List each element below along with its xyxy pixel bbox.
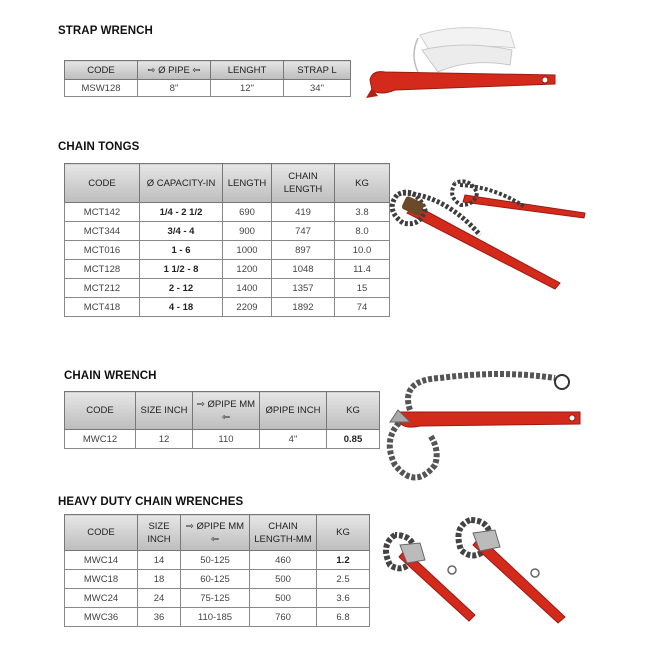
cell-pipe-mm: 50-125 [181,551,250,570]
cell-capacity: 2 - 12 [140,279,223,298]
cell-chain-length: 1892 [272,298,335,317]
header-code: CODE [65,392,136,430]
chain-tongs-image [385,165,595,295]
cell-kg: 74 [335,298,390,317]
cell-kg: 10.0 [335,241,390,260]
chain-wrench-image [380,360,590,490]
cell-size: 18 [138,570,181,589]
cell-capacity: 1/4 - 2 1/2 [140,203,223,222]
cell-chain-length: 500 [250,589,317,608]
header-size: SIZE INCH [138,515,181,551]
cell-code: MWC14 [65,551,138,570]
cell-size: 14 [138,551,181,570]
cell-pipe: 8" [138,80,211,97]
cell-code: MCT418 [65,298,140,317]
cell-kg: 3.6 [317,589,370,608]
header-length: LENGHT [211,61,284,80]
strap-wrench-image [360,10,560,120]
chain-wrench-title: CHAIN WRENCH [64,370,157,382]
header-size: SIZE INCH [136,392,193,430]
heavy-duty-title: HEAVY DUTY CHAIN WRENCHES [58,496,244,508]
cell-chain-length: 760 [250,608,317,627]
chain-tongs-table [64,163,390,317]
cell-kg: 2.5 [317,570,370,589]
strap-wrench-title: STRAP WRENCH [58,25,153,37]
cell-capacity: 4 - 18 [140,298,223,317]
cell-kg: 15 [335,279,390,298]
cell-pipe-mm: 110 [193,430,260,449]
header-code: CODE [65,61,138,80]
cell-kg: 6.8 [317,608,370,627]
header-pipe-mm: ⇨ ØPIPE MM ⇦ [181,515,250,551]
cell-code: MCT016 [65,241,140,260]
cell-kg: 0.85 [327,430,380,449]
cell-pipe-mm: 75-125 [181,589,250,608]
cell-pipe-inch: 4" [260,430,327,449]
header-pipe-inch: ØPIPE INCH [260,392,327,430]
cell-length: 1000 [223,241,272,260]
cell-code: MCT128 [65,260,140,279]
cell-length: 690 [223,203,272,222]
cell-code: MWC18 [65,570,138,589]
cell-size: 24 [138,589,181,608]
cell-length: 1400 [223,279,272,298]
header-code: CODE [65,164,140,203]
header-chain-length: CHAIN LENGTH [272,164,335,203]
cell-size: 36 [138,608,181,627]
strap-wrench-table [64,60,351,97]
cell-size: 12 [136,430,193,449]
cell-code: MWC24 [65,589,138,608]
header-strap-length: STRAP L [284,61,351,80]
header-kg: KG [335,164,390,203]
header-kg: KG [327,392,380,430]
cell-code: MWC36 [65,608,138,627]
heavy-duty-table [64,514,370,627]
cell-pipe-mm: 110-185 [181,608,250,627]
cell-length: 12" [211,80,284,97]
chain-tongs-title: CHAIN TONGS [58,141,140,153]
cell-length: 2209 [223,298,272,317]
cell-length: 900 [223,222,272,241]
cell-code: MWC12 [65,430,136,449]
cell-chain-length: 460 [250,551,317,570]
chain-wrench-table [64,391,380,449]
cell-chain-length: 1357 [272,279,335,298]
cell-strap-length: 34" [284,80,351,97]
cell-chain-length: 747 [272,222,335,241]
header-pipe: ⇨ Ø PIPE ⇦ [138,61,211,80]
cell-capacity: 3/4 - 4 [140,222,223,241]
cell-capacity: 1 1/2 - 8 [140,260,223,279]
cell-kg: 8.0 [335,222,390,241]
header-pipe-mm: ⇨ ØPIPE MM ⇦ [193,392,260,430]
cell-chain-length: 897 [272,241,335,260]
cell-capacity: 1 - 6 [140,241,223,260]
cell-kg: 1.2 [317,551,370,570]
cell-code: MSW128 [65,80,138,97]
header-kg: KG [317,515,370,551]
header-length: LENGTH [223,164,272,203]
cell-length: 1200 [223,260,272,279]
cell-chain-length: 500 [250,570,317,589]
header-capacity: Ø CAPACITY-IN [140,164,223,203]
cell-code: MCT212 [65,279,140,298]
cell-code: MCT142 [65,203,140,222]
cell-code: MCT344 [65,222,140,241]
cell-chain-length: 419 [272,203,335,222]
cell-kg: 3.8 [335,203,390,222]
cell-pipe-mm: 60-125 [181,570,250,589]
cell-kg: 11.4 [335,260,390,279]
heavy-duty-chain-wrench-image [375,505,595,635]
cell-chain-length: 1048 [272,260,335,279]
header-code: CODE [65,515,138,551]
header-chain-length: CHAIN LENGTH-MM [250,515,317,551]
